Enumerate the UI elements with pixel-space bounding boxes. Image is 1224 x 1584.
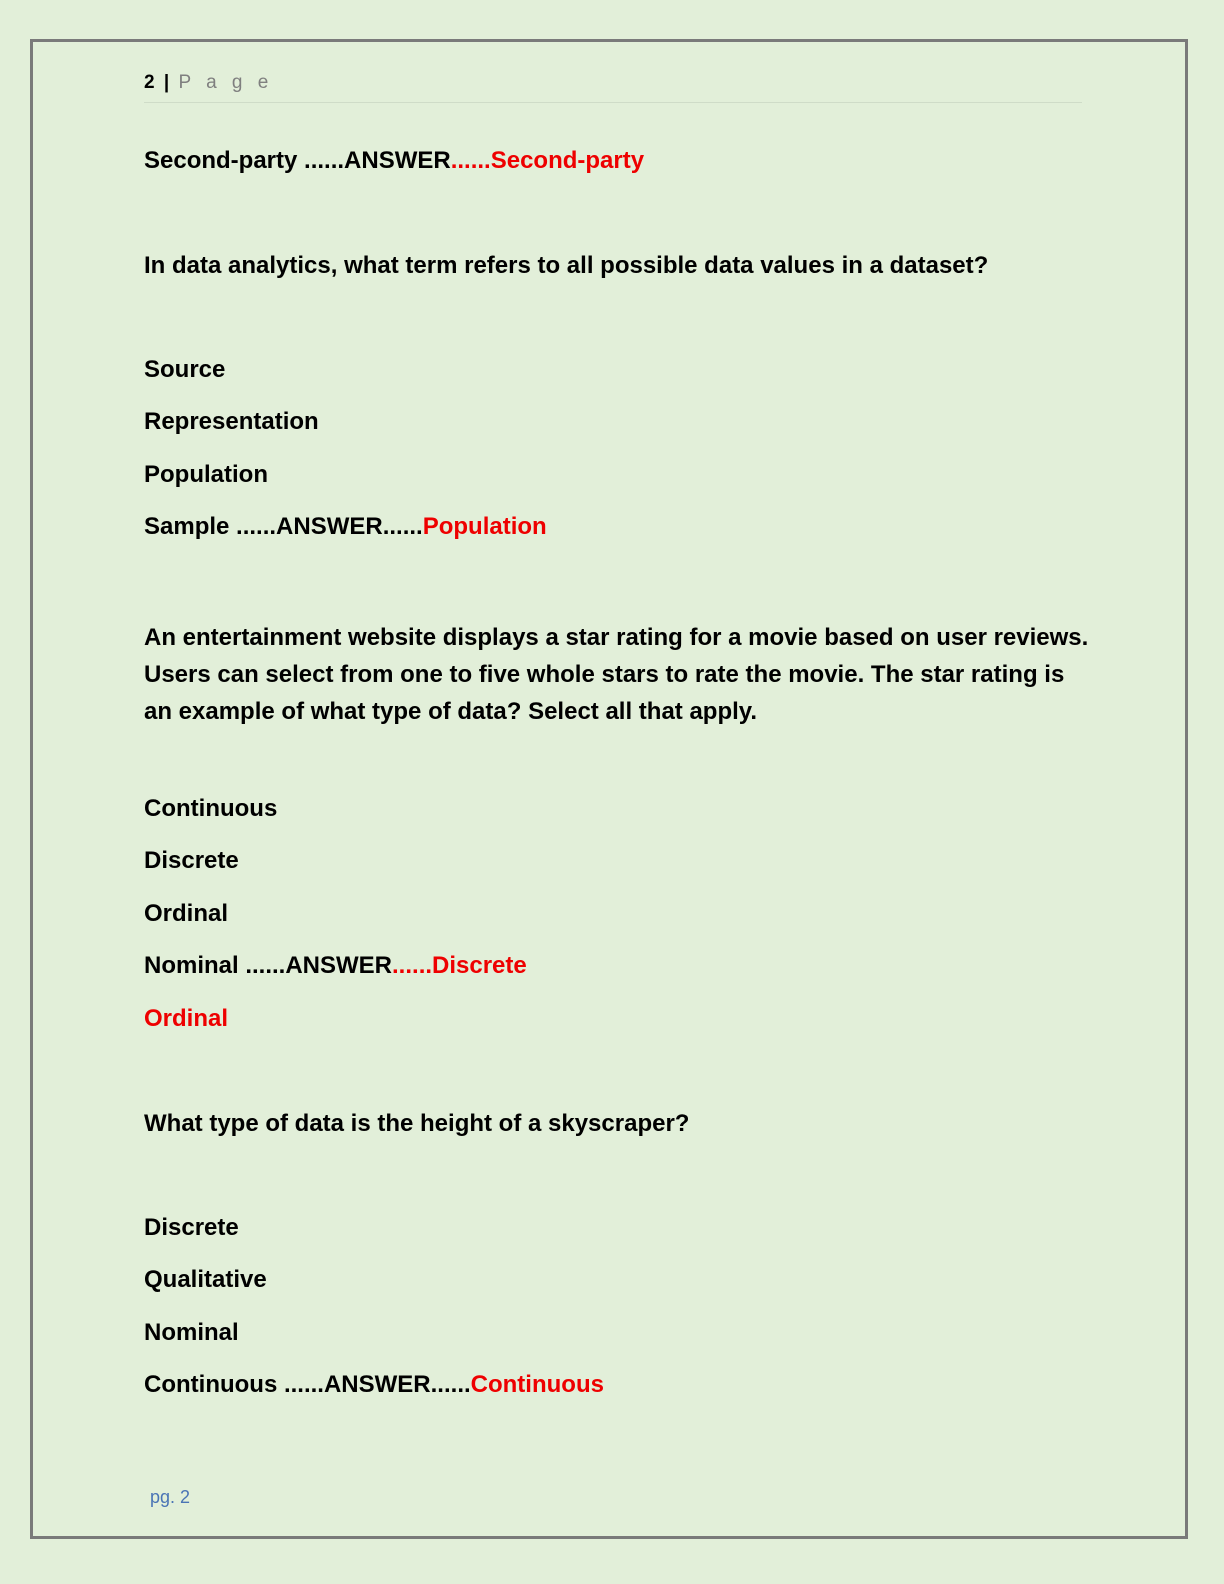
- q4-option-1: Discrete: [144, 1214, 239, 1241]
- header-page-number: 2: [144, 72, 155, 93]
- q4-option-2: Qualitative: [144, 1266, 267, 1293]
- q3-option-2: Discrete: [144, 847, 239, 874]
- q4-question: What type of data is the height of a skyscraper?: [144, 1110, 690, 1137]
- header-page-word: P a g e: [178, 72, 274, 93]
- q2-option-1: Source: [144, 356, 226, 383]
- q3-answer-1: ......Discrete: [392, 952, 527, 979]
- header-separator: |: [163, 72, 170, 93]
- q2-option-2: Representation: [144, 408, 319, 435]
- q2-last-option-line: [144, 512, 547, 542]
- page-footer: pg. 2: [150, 1487, 191, 1507]
- q3-last-option-line: [144, 951, 527, 981]
- q2-last-option: Sample ......ANSWER......: [144, 513, 423, 540]
- q1-answer: ......Second-party: [450, 147, 645, 174]
- q4-last-option-line: [144, 1370, 604, 1400]
- page-header: [144, 72, 1082, 103]
- q3-last-option: Nominal ......ANSWER: [144, 952, 393, 979]
- q3-question: An entertainment website displays a star rating for a movie based on user reviews. Users can select from one to five whole stars to rate the movie. The star rating is an example of what type of data? Select all that apply.: [144, 624, 1089, 725]
- q2-answer: Population: [422, 513, 547, 540]
- q4-answer: Continuous: [470, 1371, 604, 1398]
- q4-last-option: Continuous ......ANSWER......: [144, 1371, 471, 1398]
- q2-question: In data analytics, what term refers to all possible data values in a dataset?: [144, 252, 989, 279]
- q1-last-option: Second-party ......ANSWER: [144, 147, 451, 174]
- q3-option-1: Continuous: [144, 795, 278, 822]
- q2-option-3: Population: [144, 461, 268, 488]
- q1-last-option-line: [144, 146, 644, 176]
- q3-answer-2: Ordinal: [144, 1005, 229, 1032]
- q4-option-3: Nominal: [144, 1319, 239, 1346]
- q3-option-3: Ordinal: [144, 900, 229, 927]
